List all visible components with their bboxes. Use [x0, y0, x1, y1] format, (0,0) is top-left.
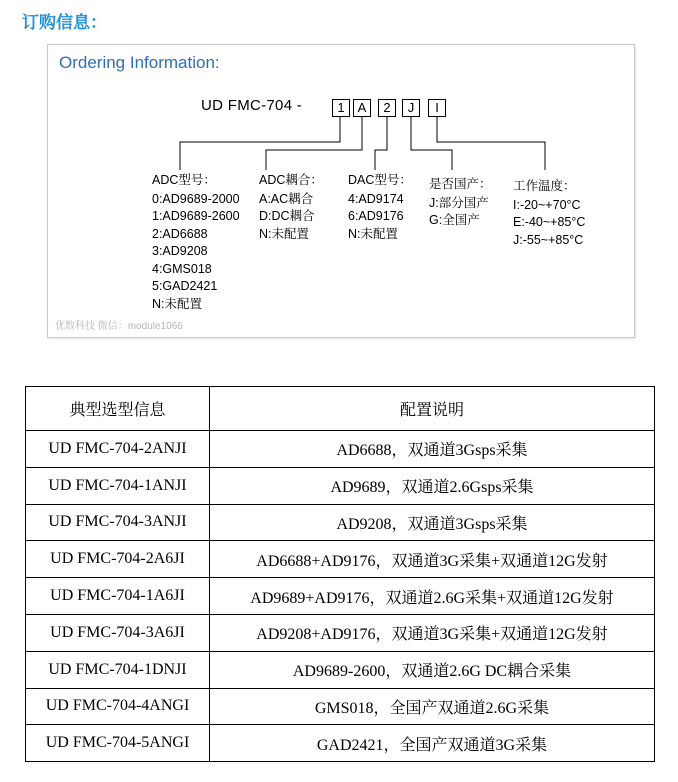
temperature-option: I:-20~+70°C — [513, 197, 581, 212]
table-row — [26, 431, 655, 468]
connector-temperature — [437, 117, 545, 170]
ordering-title: Ordering Information: — [59, 53, 220, 72]
domestic-header: 是否国产： — [429, 177, 492, 191]
code-box-dac: 2 — [378, 99, 396, 117]
description-cell: AD9208，双通道3Gsps采集 — [210, 504, 655, 541]
adc-coupling-header: ADC耦合： — [259, 173, 323, 187]
table-row — [26, 541, 655, 578]
adc-model-option: 4:GMS018 — [152, 261, 212, 276]
domestic-option: G:全国产 — [429, 213, 480, 227]
connector-domestic — [411, 117, 452, 170]
table-row — [26, 504, 655, 541]
table-row — [26, 688, 655, 725]
section-heading: 订购信息： — [22, 13, 107, 33]
table-row — [26, 614, 655, 651]
description-cell: GMS018，全国产双通道2.6G采集 — [210, 688, 655, 725]
model-code-prefix: UD FMC-704 - — [201, 97, 303, 114]
column-header-description: 配置说明 — [210, 387, 655, 431]
dac-model-header: DAC型号： — [348, 173, 412, 187]
code-box-domestic: J — [402, 99, 420, 117]
adc-model-option: 0:AD9689-2000 — [152, 191, 240, 206]
model-cell: UD FMC-704-1ANJI — [26, 467, 210, 504]
column-header-model: 典型选型信息 — [26, 387, 210, 431]
selection-table — [25, 386, 655, 762]
watermark: 优数科技 微信：module1066 — [55, 321, 183, 332]
code-box-temperature: I — [428, 99, 446, 117]
adc-coupling-column — [259, 172, 323, 243]
model-cell: UD FMC-704-3ANJI — [26, 504, 210, 541]
model-cell: UD FMC-704-2A6JI — [26, 541, 210, 578]
model-cell: UD FMC-704-4ANGI — [26, 688, 210, 725]
code-box-coupling: A — [353, 99, 371, 117]
table-row — [26, 651, 655, 688]
dac-model-option: 6:AD9176 — [348, 209, 404, 223]
adc-model-option: 2:AD6688 — [152, 226, 208, 241]
adc-coupling-option: N:未配置 — [259, 226, 310, 241]
adc-coupling-option: D:DC耦合 — [259, 209, 315, 223]
temperature-option: J:-55~+85°C — [513, 232, 584, 247]
table-row — [26, 725, 655, 762]
adc-model-column — [152, 172, 240, 313]
description-cell: AD9689，双通道2.6Gsps采集 — [210, 467, 655, 504]
domestic-column — [429, 176, 492, 230]
temperature-option: E:-40~+85°C — [513, 215, 586, 229]
adc-model-option: 5:GAD2421 — [152, 279, 218, 293]
adc-coupling-option: A:AC耦合 — [259, 191, 314, 206]
description-cell: AD6688，双通道3Gsps采集 — [210, 431, 655, 468]
dac-model-option: N:未配置 — [348, 226, 399, 241]
model-cell: UD FMC-704-5ANGI — [26, 725, 210, 762]
table-header-row — [26, 387, 655, 431]
description-cell: AD9689-2600，双通道2.6G DC耦合采集 — [210, 651, 655, 688]
ordering-information-panel — [47, 44, 635, 338]
connector-dac — [375, 117, 387, 170]
description-cell: AD9208+AD9176，双通道3G采集+双通道12G发射 — [210, 614, 655, 651]
dac-model-option: 4:AD9174 — [348, 191, 404, 206]
adc-model-option: 3:AD9208 — [152, 244, 208, 258]
model-cell: UD FMC-704-3A6JI — [26, 614, 210, 651]
table-row — [26, 467, 655, 504]
dac-model-column — [348, 172, 412, 243]
model-cell: UD FMC-704-1A6JI — [26, 578, 210, 615]
connector-adc — [180, 117, 340, 170]
domestic-option: J:部分国产 — [429, 195, 489, 210]
model-cell: UD FMC-704-1DNJI — [26, 651, 210, 688]
model-cell: UD FMC-704-2ANJI — [26, 431, 210, 468]
temperature-header: 工作温度： — [513, 179, 576, 193]
adc-model-option: N:未配置 — [152, 296, 203, 311]
temperature-column — [513, 178, 585, 249]
description-cell: AD6688+AD9176，双通道3G采集+双通道12G发射 — [210, 541, 655, 578]
code-box-adc: 1 — [332, 99, 350, 117]
description-cell: GAD2421，全国产双通道3G采集 — [210, 725, 655, 762]
adc-model-header: ADC型号： — [152, 173, 216, 187]
connector-coupling — [266, 117, 362, 170]
description-cell: AD9689+AD9176，双通道2.6G采集+双通道12G发射 — [210, 578, 655, 615]
adc-model-option: 1:AD9689-2600 — [152, 209, 240, 223]
table-row — [26, 578, 655, 615]
